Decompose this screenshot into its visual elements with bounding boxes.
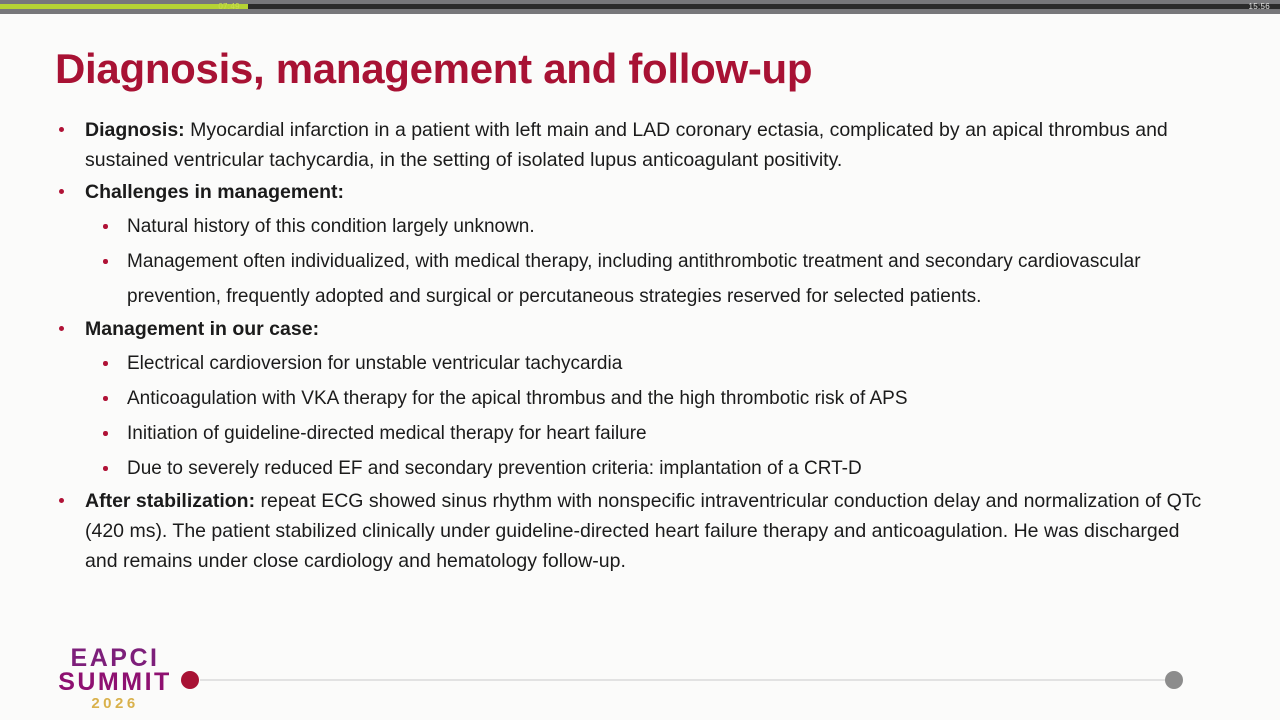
sub-bullet-item [55,416,1215,451]
bullet-dot-icon [103,361,108,366]
bullet-dot-icon [103,466,108,471]
bullet-dot-icon [59,498,64,503]
bullet-text: Anticoagulation with VKA therapy for the apical thrombus and the high thrombotic risk of APS [127,388,908,409]
bullet-text: Due to severely reduced EF and secondary prevention criteria: implantation of a CRT-D [127,458,862,479]
bullet-item [55,177,1215,207]
player-total-time: 15:56 [1248,2,1270,11]
sub-bullet-item [55,346,1215,381]
video-player-progress-bar[interactable] [0,0,1280,14]
sub-bullet-item [55,209,1215,244]
bullet-lead-text: After stabilization: [85,490,256,512]
bullet-dot-icon [59,189,64,194]
bullet-text: Natural history of this condition largely unknown. [127,216,535,237]
sub-bullet-item [55,244,1215,314]
sub-bullet-item [55,381,1215,416]
bullet-dot-icon [103,396,108,401]
bullet-text: Initiation of guideline-directed medical therapy for heart failure [127,423,647,444]
bullet-text: repeat ECG showed sinus rhythm with nonspecific intraventricular conduction delay and normalization of QTc (420 ms). The patient stabilized clinically under guideline-directed heart failure therapy and anticoagulation. He was discharged and remains under close cardiology and hematology follow-up. [85,490,1202,572]
bullet-text: Electrical cardioversion for unstable ventricular tachycardia [127,353,623,374]
bullet-lead-text: Management in our case: [85,318,320,340]
slide-body [55,115,1215,578]
bullet-dot-icon [103,431,108,436]
player-progress-fill [0,4,248,9]
bullet-text: Management often individualized, with medical therapy, including antithrombotic treatment and secondary cardiovascular prevention, frequently adopted and surgical or percutaneous strategies reserved for selected patients. [127,251,1141,307]
presentation-slide [0,14,1280,720]
eapci-summit-logo [40,646,190,712]
bullet-text: Myocardial infarction in a patient with left main and LAD coronary ectasia, complicated by an apical thrombus and sustained ventricular tachycardia, in the setting of isolated lupus anticoagulant positivity. [85,119,1168,171]
bullet-dot-icon [59,127,64,132]
logo-year: 2026 [91,695,139,712]
logo-line-summit: SUMMIT [58,668,172,696]
sub-bullet-item [55,451,1215,486]
slide-nav-end-dot[interactable] [1165,671,1183,689]
player-current-time: 07:49 [218,2,240,11]
bullet-dot-icon [103,224,108,229]
bullet-dot-icon [59,326,64,331]
bullet-item [55,115,1215,175]
slide-navigation-track[interactable] [200,679,1175,681]
bullet-item [55,486,1215,576]
bullet-lead-text: Challenges in management: [85,181,344,203]
slide-nav-start-dot[interactable] [181,671,199,689]
page-title: Diagnosis, management and follow-up [55,45,813,92]
bullet-item [55,314,1215,344]
logo-line-eapci: EAPCI [70,644,160,672]
bullet-lead-text: Diagnosis: [85,119,185,141]
bullet-dot-icon [103,259,108,264]
